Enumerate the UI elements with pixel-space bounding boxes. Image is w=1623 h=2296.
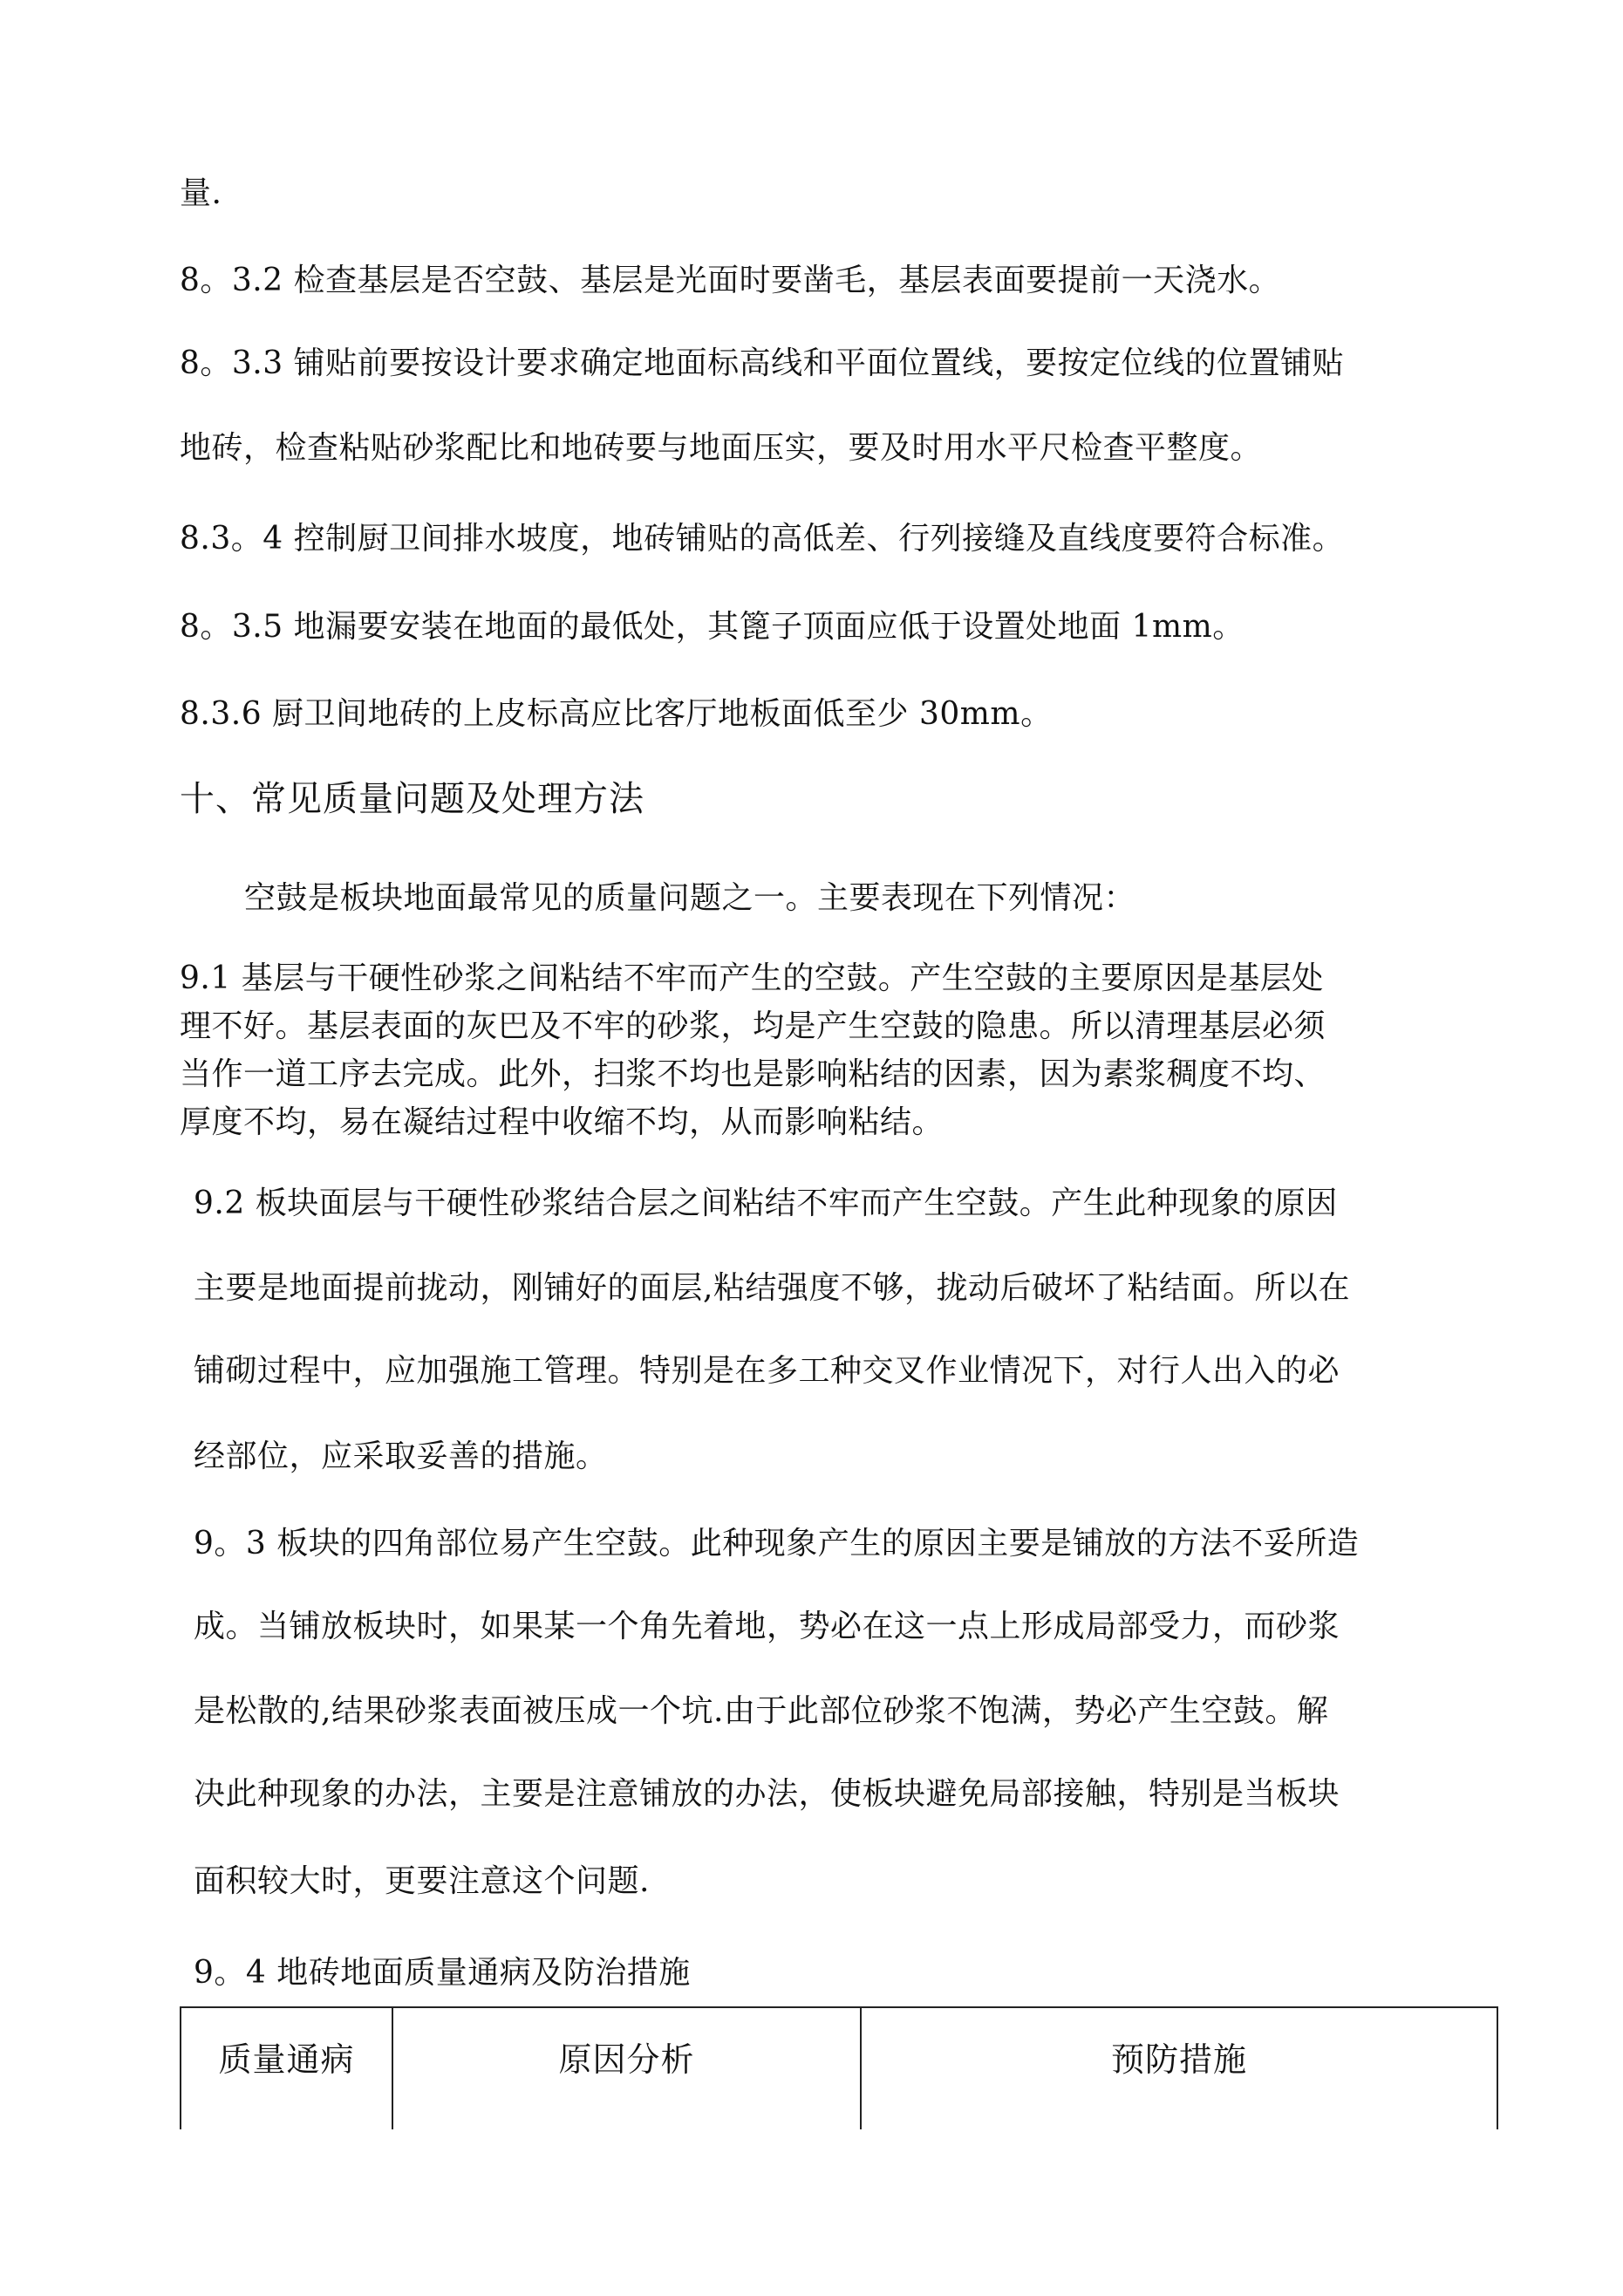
quality-defects-table <box>180 2006 1498 2129</box>
table-header-row <box>181 2007 1497 2129</box>
section-heading: 十、常见质量问题及处理方法 <box>180 779 644 819</box>
text-line: 8。3.5 地漏要安装在地面的最低处，其篦子顶面应低于设置处地面 1mm。 <box>180 609 1245 645</box>
text-line: 9.1 基层与干硬性砂浆之间粘结不牢而产生的空鼓。产生空鼓的主要原因是基层处 <box>180 960 1324 996</box>
paragraph-intro: 空鼓是板块地面最常见的质量问题之一。主要表现在下列情况： <box>244 880 1136 916</box>
text-line: 铺砌过程中，应加强施工管理。特别是在多工种交叉作业情况下，对行人出入的必 <box>194 1353 1340 1389</box>
text-line: 经部位，应采取妥善的措施。 <box>194 1438 608 1474</box>
header-quality-defect: 质量通病 <box>181 2007 392 2129</box>
text-line: 8.3。4 控制厨卫间排水坡度，地砖铺贴的高低差、行列接缝及直线度要符合标准。 <box>180 521 1345 557</box>
text-line: 8.3.6 厨卫间地砖的上皮标高应比客厅地板面低至少 30mm。 <box>180 696 1053 732</box>
header-cause-analysis: 原因分析 <box>392 2007 861 2129</box>
text-line: 是松散的,结果砂浆表面被压成一个坑.由于此部位砂浆不饱满，势必产生空鼓。解 <box>194 1693 1329 1729</box>
text-line: 主要是地面提前拢动，刚铺好的面层,粘结强度不够，拢动后破坏了粘结面。所以在 <box>194 1270 1350 1306</box>
text-line: 当作一道工序去完成。此外，扫浆不均也是影响粘结的因素，因为素浆稠度不均、 <box>180 1056 1326 1092</box>
text-line: 量. <box>180 175 222 211</box>
text-line: 9.2 板块面层与干硬性砂浆结合层之间粘结不牢而产生空鼓。产生此种现象的原因 <box>194 1186 1338 1221</box>
text-line: 面积较大时，更要注意这个问题. <box>194 1863 650 1899</box>
text-line: 决此种现象的办法，主要是注意铺放的办法，使板块避免局部接触，特别是当板块 <box>194 1776 1340 1812</box>
text-line: 8。3.3 铺贴前要按设计要求确定地面标高线和平面位置线，要按定位线的位置铺贴 <box>180 345 1345 381</box>
text-line: 成。当铺放板块时，如果某一个角先着地，势必在这一点上形成局部受力，而砂浆 <box>194 1609 1340 1644</box>
table-caption: 9。4 地砖地面质量通病及防治措施 <box>194 1955 691 1991</box>
text-line: 9。3 板块的四角部位易产生空鼓。此种现象产生的原因主要是铺放的方法不妥所造 <box>194 1526 1360 1561</box>
text-line: 地砖，检查粘贴砂浆配比和地砖要与地面压实，要及时用水平尺检查平整度。 <box>180 430 1263 466</box>
text-line: 8。3.2 检查基层是否空鼓、基层是光面时要凿毛，基层表面要提前一天浇水。 <box>180 263 1281 298</box>
header-prevention-measures: 预防措施 <box>861 2007 1497 2129</box>
text-line: 厚度不均，易在凝结过程中收缩不均，从而影响粘结。 <box>180 1104 944 1140</box>
text-line: 理不好。基层表面的灰巴及不牢的砂浆，均是产生空鼓的隐患。所以清理基层必须 <box>180 1008 1326 1044</box>
